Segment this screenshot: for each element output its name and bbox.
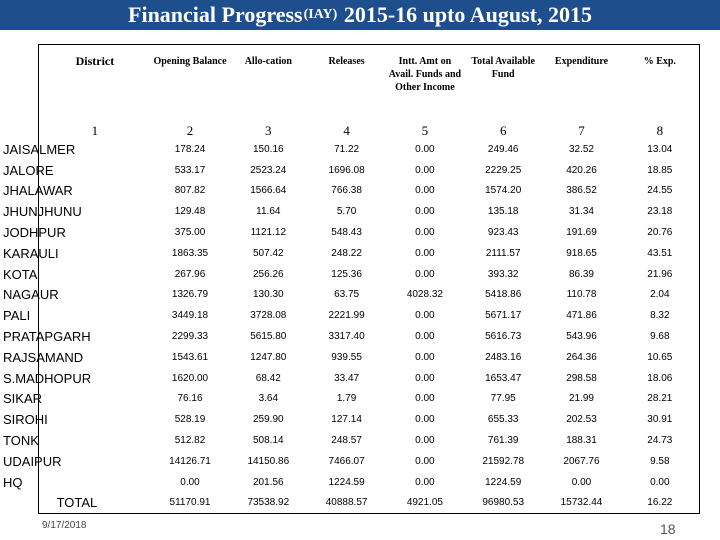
table-cell: 0.00 — [415, 227, 435, 239]
table-cell: 807.82 — [174, 185, 206, 197]
table-cell: 21592.78 — [482, 455, 525, 467]
table-cell: 1247.80 — [250, 351, 287, 363]
title-text: Financial Progress — [128, 2, 303, 27]
table-cell: 761.39 — [487, 435, 519, 447]
table-cell: 0.00 — [415, 206, 435, 218]
district-name: JHUNJHUNU — [3, 204, 82, 220]
page-number: 18 — [660, 521, 676, 537]
table-cell: 2221.99 — [328, 310, 365, 322]
table-cell: 0.00 — [415, 164, 435, 176]
district-name: PALI — [3, 308, 31, 324]
table-cell: 2299.33 — [171, 331, 209, 343]
table-cell: 0.00 — [415, 393, 435, 405]
table-cell: 0.00 — [415, 372, 435, 384]
table-row — [39, 285, 699, 306]
district-name: NAGAUR — [3, 287, 59, 303]
table-cell: 191.69 — [566, 227, 597, 239]
table-cell: 393.32 — [487, 268, 519, 280]
table-cell: 420.26 — [566, 164, 597, 176]
table-row — [39, 430, 699, 451]
table-cell: 4921.05 — [406, 497, 443, 509]
district-name: UDAIPUR — [3, 453, 62, 469]
table-cell: 1574.20 — [485, 185, 522, 197]
table-cell: 918.65 — [566, 247, 597, 259]
table-cell: 28.21 — [647, 393, 673, 405]
table-row — [39, 160, 699, 181]
table-cell: 130.30 — [253, 289, 284, 301]
table-cell: 5615.80 — [250, 331, 287, 343]
table-cell: 1224.59 — [328, 476, 365, 488]
column-header: Releases — [328, 56, 365, 67]
column-header: Intt. Amt on Avail. Funds and Other Income — [388, 56, 462, 93]
table-cell: 471.86 — [566, 310, 597, 322]
table-row — [39, 368, 699, 389]
column-header: District — [75, 54, 115, 68]
table-cell: 150.16 — [253, 143, 284, 155]
table-row — [39, 347, 699, 368]
table-cell: 508.14 — [253, 435, 284, 447]
total-row — [39, 493, 699, 514]
table-cell: 512.82 — [174, 435, 206, 447]
table-cell: 30.91 — [647, 414, 673, 426]
district-name: PRATAPGARH — [3, 329, 91, 345]
table-cell: 129.48 — [174, 206, 206, 218]
financial-table — [3, 44, 700, 514]
table-cell: 528.19 — [174, 414, 206, 426]
district-name: KARAULI — [3, 245, 59, 261]
table-cell: 16.22 — [647, 497, 673, 509]
table-cell: 201.56 — [253, 476, 284, 488]
column-header: Expenditure — [554, 56, 609, 67]
table-cell: 63.75 — [334, 289, 360, 301]
table-cell: 4028.32 — [406, 289, 443, 301]
table-row — [39, 326, 699, 347]
district-name: S.MADHOPUR — [3, 370, 92, 386]
table-cell: 3728.08 — [250, 310, 287, 322]
table-cell: 0.00 — [415, 185, 435, 197]
table-cell: 15732.44 — [560, 497, 603, 509]
table-row — [39, 139, 699, 160]
table-cell: 9.58 — [650, 455, 670, 467]
table-row — [39, 451, 699, 472]
table-cell: 0.00 — [650, 476, 670, 488]
table-cell: 1566.64 — [250, 185, 287, 197]
table-cell: 77.95 — [490, 393, 516, 405]
table-cell: 0.00 — [571, 476, 592, 488]
table-cell: 249.46 — [487, 143, 519, 155]
table-cell: 0.00 — [415, 414, 435, 426]
table-row — [39, 305, 699, 326]
table-cell: 0.00 — [415, 143, 435, 155]
table-cell: 21.96 — [647, 268, 673, 280]
table-cell: 127.14 — [331, 414, 362, 426]
table-cell: 9.68 — [650, 331, 670, 343]
table-body — [3, 139, 699, 513]
table-cell: 259.90 — [253, 414, 284, 426]
table-cell: 188.31 — [566, 435, 597, 447]
table-cell: 1121.12 — [250, 227, 286, 239]
district-name: TOTAL — [56, 495, 98, 511]
column-header: Total Available Fund — [471, 56, 535, 80]
table-cell: 0.00 — [415, 268, 435, 280]
district-name: SIKAR — [3, 391, 43, 407]
table-cell: 386.52 — [566, 185, 597, 197]
table-cell: 1863.35 — [171, 247, 209, 259]
table-cell: 20.76 — [647, 227, 673, 239]
district-name: JAISALMER — [3, 141, 76, 157]
column-number: 2 — [186, 123, 194, 138]
district-name: KOTA — [3, 266, 38, 282]
table-cell: 33.47 — [334, 372, 360, 384]
table-cell: 24.73 — [647, 435, 673, 447]
table-cell: 375.00 — [174, 227, 206, 239]
district-name: JHALAWAR — [3, 183, 73, 199]
column-number: 7 — [578, 123, 585, 138]
table-cell: 86.39 — [568, 268, 594, 280]
table-cell: 202.53 — [566, 414, 597, 426]
header-row — [39, 45, 699, 119]
table-cell: 0.00 — [415, 351, 435, 363]
table-cell: 923.43 — [487, 227, 519, 239]
table-cell: 24.55 — [647, 185, 673, 197]
district-name: SIROHI — [3, 412, 48, 428]
table-cell: 5616.73 — [485, 331, 522, 343]
table-row — [39, 201, 699, 222]
slide-title — [0, 0, 720, 30]
table-cell: 14150.86 — [247, 455, 290, 467]
table-cell: 8.32 — [650, 310, 670, 322]
table-cell: 548.43 — [331, 227, 362, 239]
table-cell: 0.00 — [415, 331, 435, 343]
table-cell: 2.04 — [650, 289, 670, 301]
column-number-row — [39, 119, 699, 139]
table-cell: 1543.61 — [171, 351, 209, 363]
column-header: Allo-cation — [244, 56, 292, 67]
table-cell: 2483.16 — [485, 351, 522, 363]
column-number: 3 — [265, 123, 272, 138]
table-cell: 267.96 — [174, 268, 206, 280]
column-number: 4 — [343, 123, 350, 138]
table-cell: 3317.40 — [328, 331, 365, 343]
table-cell: 110.78 — [566, 289, 597, 301]
footer-date: 9/17/2018 — [42, 520, 87, 531]
title-period: 2015-16 upto August, 2015 — [338, 2, 592, 27]
table-cell: 543.96 — [566, 331, 597, 343]
table-cell: 73538.92 — [247, 497, 290, 509]
table-cell: 5671.17 — [485, 310, 522, 322]
table-cell: 1620.00 — [171, 372, 209, 384]
table-cell: 1696.08 — [328, 164, 365, 176]
table-cell: 0.00 — [415, 310, 435, 322]
table-cell: 14126.71 — [169, 455, 211, 467]
table-cell: 2067.76 — [563, 455, 600, 467]
table-row — [39, 409, 699, 430]
table-cell: 31.34 — [568, 206, 594, 218]
table-cell: 264.36 — [566, 351, 597, 363]
table-row — [39, 181, 699, 202]
table-cell: 7466.07 — [328, 455, 365, 467]
table-cell: 507.42 — [253, 247, 284, 259]
table-cell: 96980.53 — [482, 497, 525, 509]
column-number: 5 — [421, 123, 429, 138]
table-row — [39, 264, 699, 285]
table-cell: 18.85 — [647, 164, 673, 176]
table-cell: 68.42 — [255, 372, 281, 384]
table-row — [39, 472, 699, 493]
table-cell: 0.00 — [415, 455, 435, 467]
district-name: JALORE — [3, 162, 54, 178]
table-cell: 5418.86 — [485, 289, 522, 301]
table-cell: 18.06 — [647, 372, 673, 384]
table-row — [39, 243, 699, 264]
column-number: 8 — [656, 123, 664, 138]
table-cell: 40888.57 — [325, 497, 368, 509]
table-cell: 125.36 — [331, 268, 362, 280]
table-cell: 1326.79 — [171, 289, 209, 301]
district-name: TONK — [3, 433, 39, 449]
table-cell: 3449.18 — [171, 310, 209, 322]
table-cell: 71.22 — [334, 143, 360, 155]
table-cell: 0.00 — [415, 476, 435, 488]
column-number: 6 — [499, 123, 507, 138]
table-cell: 13.04 — [647, 143, 673, 155]
table-row — [39, 222, 699, 243]
table-cell: 1653.47 — [485, 372, 522, 384]
table-cell: 2111.57 — [485, 247, 521, 259]
table-cell: 5.70 — [336, 206, 357, 218]
table-cell: 11.64 — [256, 206, 281, 218]
column-number: 1 — [91, 123, 99, 138]
table-cell: 3.64 — [258, 393, 279, 405]
table-cell: 2523.24 — [250, 164, 287, 176]
table-cell: 135.18 — [487, 206, 519, 218]
table-cell: 248.22 — [331, 247, 362, 259]
table-cell: 23.18 — [647, 206, 673, 218]
district-name: RAJSAMAND — [3, 349, 84, 365]
title-scheme: (IAY) — [303, 7, 338, 22]
table-cell: 655.33 — [487, 414, 519, 426]
table-cell: 533.17 — [174, 164, 206, 176]
table-cell: 178.24 — [174, 143, 206, 155]
table-cell: 0.00 — [415, 435, 435, 447]
table-cell: 76.16 — [177, 393, 203, 405]
column-header: % Exp. — [643, 56, 676, 67]
table-cell: 1224.59 — [485, 476, 522, 488]
table-cell: 43.51 — [647, 247, 673, 259]
table-cell: 10.65 — [647, 351, 673, 363]
column-header: Opening Balance — [153, 56, 227, 67]
table-cell: 256.26 — [253, 268, 284, 280]
table-cell: 0.00 — [180, 476, 200, 488]
table-cell: 21.99 — [568, 393, 594, 405]
table-cell: 2229.25 — [485, 164, 522, 176]
district-name: JODHPUR — [3, 225, 66, 241]
table-row — [39, 389, 699, 410]
table-cell: 298.58 — [566, 372, 597, 384]
table-cell: 248.57 — [331, 435, 362, 447]
district-name: HQ — [3, 474, 23, 490]
table-cell: 32.52 — [568, 143, 594, 155]
table-cell: 51170.91 — [169, 497, 211, 509]
table-cell: 1.79 — [336, 393, 357, 405]
table-cell: 766.38 — [331, 185, 362, 197]
table-cell: 0.00 — [415, 247, 435, 259]
table-cell: 939.55 — [331, 351, 362, 363]
